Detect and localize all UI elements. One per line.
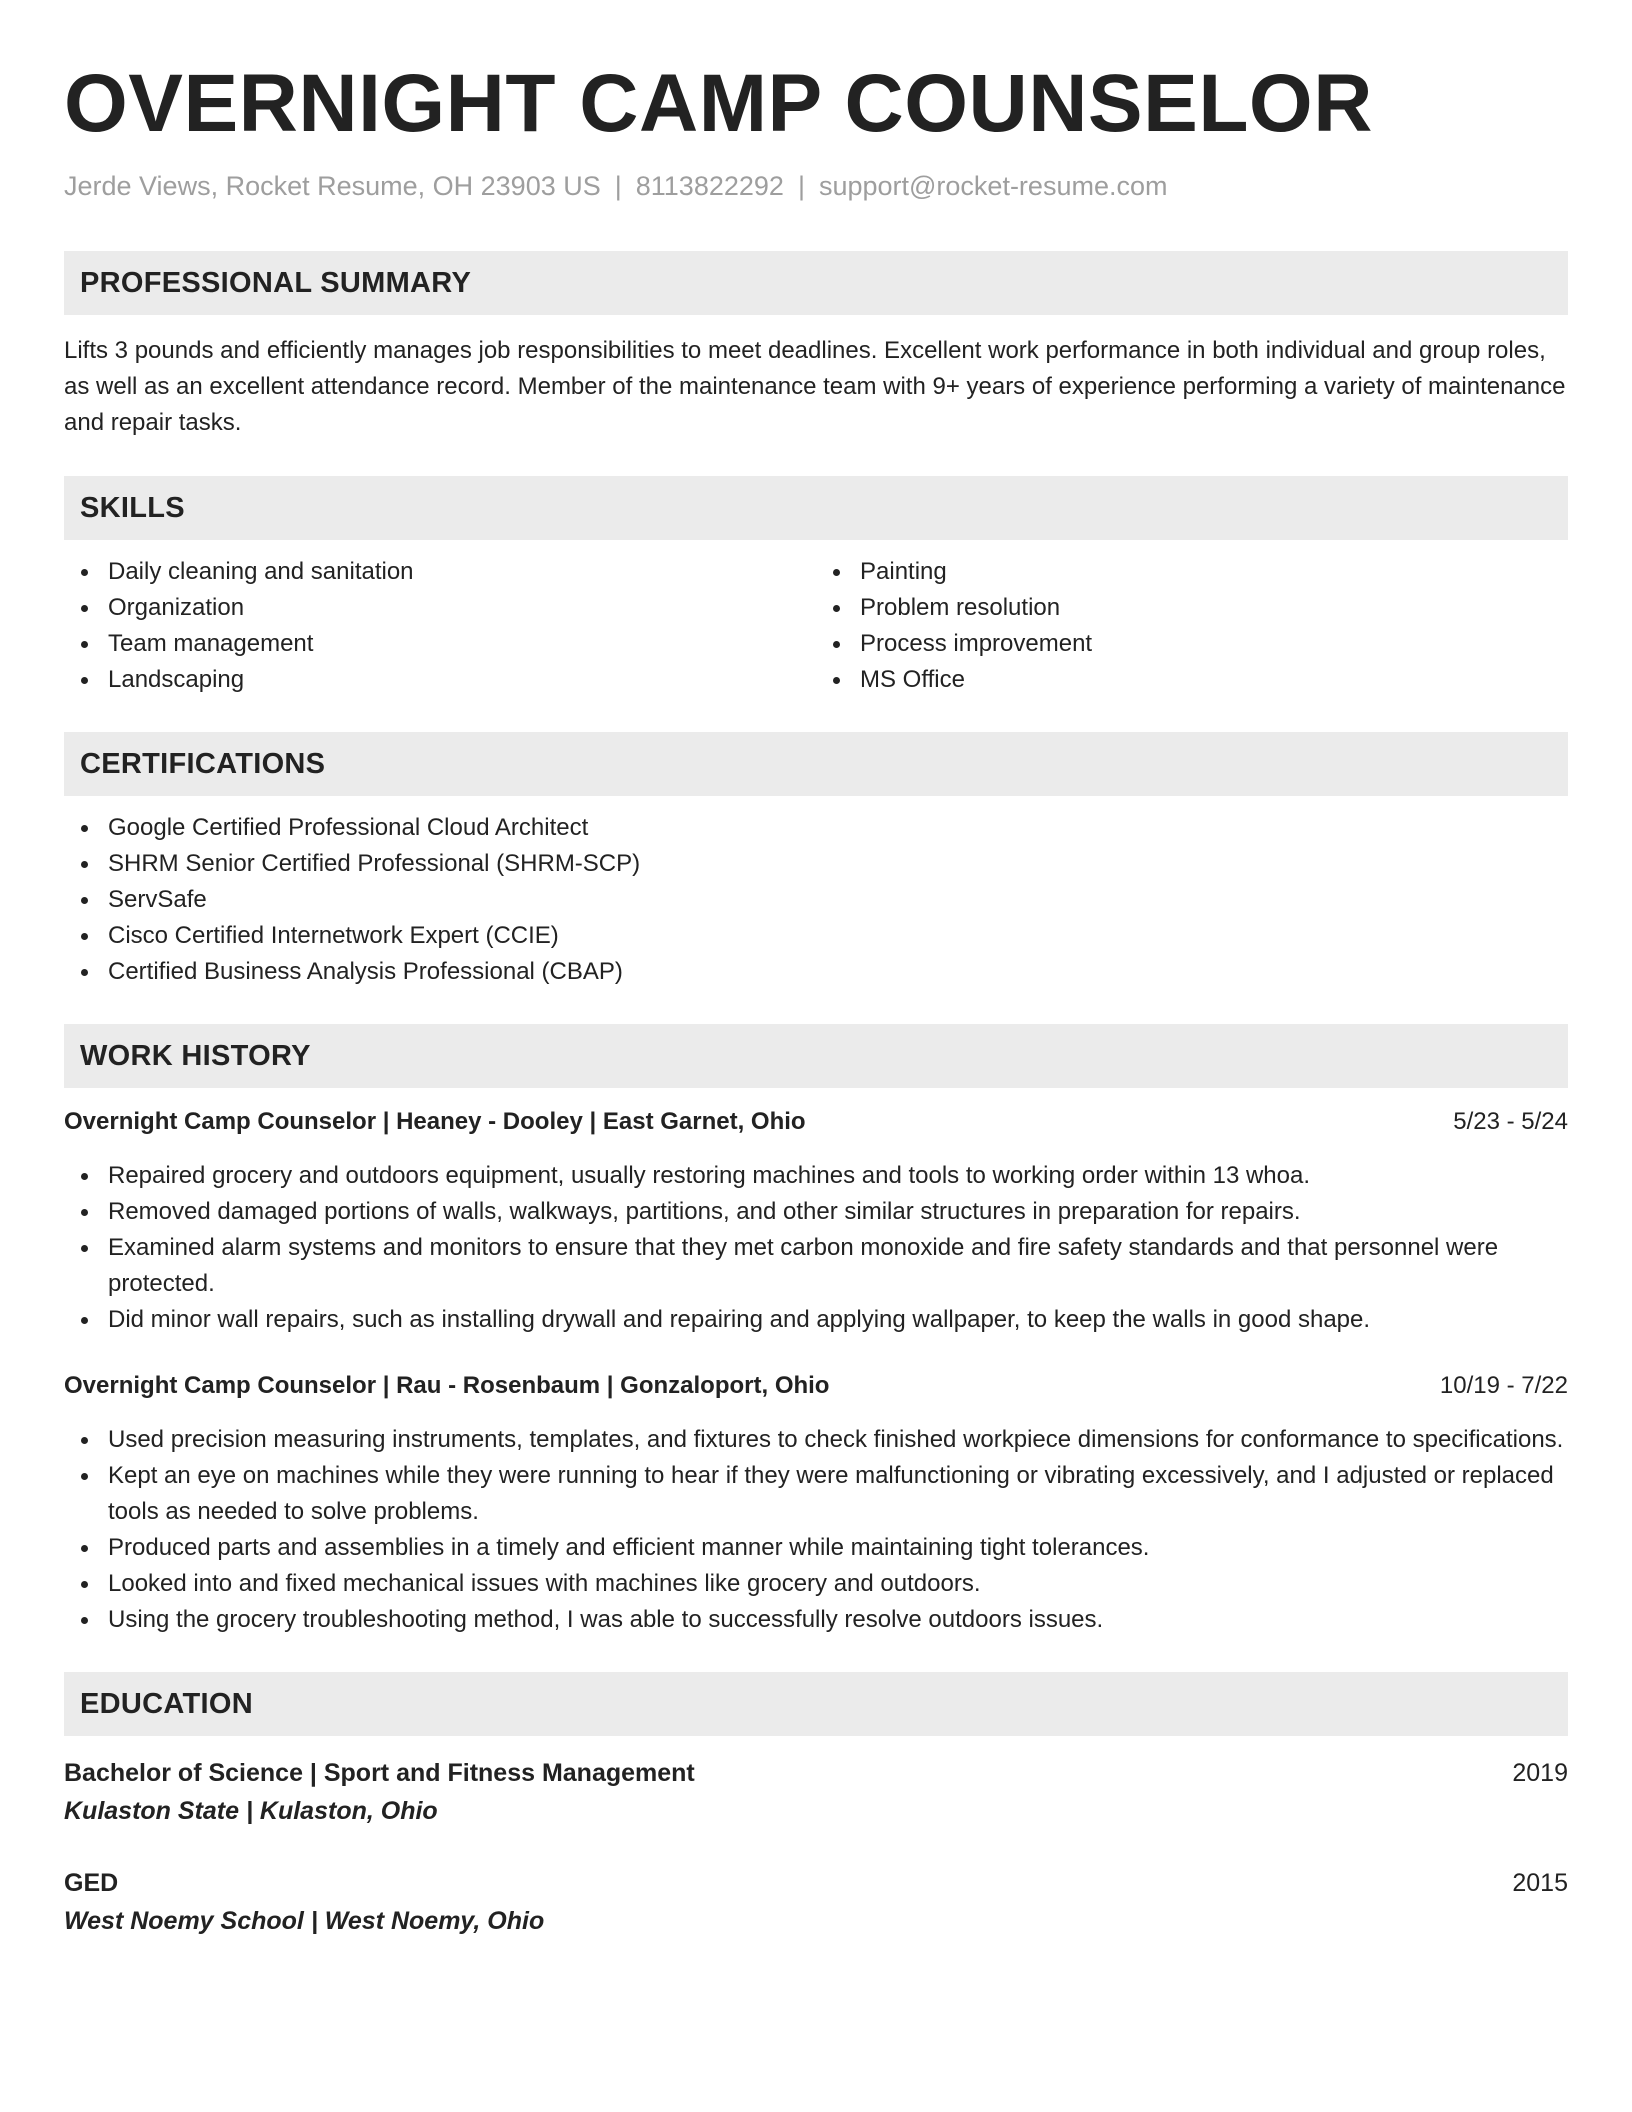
contact-address: Jerde Views, Rocket Resume, OH 23903 US [64,171,601,201]
job-bullet: Examined alarm systems and monitors to ensure that they met carbon monoxide and fire safety standards and that personnel were protected. [64,1230,1568,1302]
contact-email: support@rocket-resume.com [818,171,1168,201]
job-bullet: Repaired grocery and outdoors equipment, usually restoring machines and tools to working order within 13 whoa. [64,1158,1568,1194]
job-bullet: Did minor wall repairs, such as installing drywall and repairing and applying wallpaper, to keep the walls in good shape. [64,1302,1568,1338]
education-year: 2015 [1512,1869,1568,1897]
contact-line [64,168,1568,204]
job-bullet: Removed damaged portions of walls, walkways, partitions, and other similar structures in preparation for repairs. [64,1194,1568,1230]
contact-phone: 8113822292 [635,171,784,201]
job-title: Overnight Camp Counselor | Heaney - Dooley | East Garnet, Ohio [64,1108,806,1135]
job-dates: 5/23 - 5/24 [1453,1108,1568,1135]
page-title: OVERNIGHT CAMP COUNSELOR [64,58,1373,149]
skill-item: Organization [64,590,816,626]
skill-item: Landscaping [64,662,816,698]
job-bullet: Kept an eye on machines while they were running to hear if they were malfunctioning or vibrating excessively, and I adjusted or replaced tools as needed to solve problems. [64,1458,1568,1530]
skill-item: Problem resolution [816,590,1568,626]
skill-item: Team management [64,626,816,662]
skills-list [64,554,1568,698]
job-entry [64,1368,1568,1638]
certification-item: Certified Business Analysis Professional (CBAP) [64,954,1568,990]
education-entry [64,1864,1568,1940]
education-header [64,1754,1568,1792]
certification-item: Cisco Certified Internetwork Expert (CCIE) [64,918,1568,954]
section-heading-certifications: CERTIFICATIONS [64,732,1568,796]
contact-separator: | [614,171,622,201]
job-bullet: Used precision measuring instruments, templates, and fixtures to check finished workpiece dimensions for conformance to specifications. [64,1422,1568,1458]
section-heading-work-history: WORK HISTORY [64,1024,1568,1088]
skill-item: Painting [816,554,1568,590]
job-bullet: Using the grocery troubleshooting method, I was able to successfully resolve outdoors issues. [64,1602,1568,1638]
education-school: West Noemy School | West Noemy, Ohio [64,1907,545,1935]
certification-item: SHRM Senior Certified Professional (SHRM-SCP) [64,846,1568,882]
certification-item: ServSafe [64,882,1568,918]
job-dates: 10/19 - 7/22 [1439,1372,1568,1399]
summary-text: Lifts 3 pounds and efficiently manages job responsibilities to meet deadlines. Excellent work performance in both individual and group roles, as well as an excellent attendance record. Member of the maintenance team with 9+ years of experience performing a variety of maintenance and repair tasks. [64,337,1566,436]
education-year: 2019 [1512,1759,1568,1787]
job-bullets [64,1422,1568,1638]
job-bullet: Produced parts and assemblies in a timely and efficient manner while maintaining tight tolerances. [64,1530,1568,1566]
job-header [64,1104,1568,1140]
skill-item: MS Office [816,662,1568,698]
job-bullets [64,1158,1568,1338]
job-bullet: Looked into and fixed mechanical issues with machines like grocery and outdoors. [64,1566,1568,1602]
education-header [64,1864,1568,1902]
education-degree: Bachelor of Science | Sport and Fitness Management [64,1759,695,1787]
section-heading-skills: SKILLS [64,476,1568,540]
skill-item: Process improvement [816,626,1568,662]
education-entry [64,1754,1568,1830]
skills-column-right [816,554,1568,698]
skills-column-left [64,554,816,698]
section-heading-summary: PROFESSIONAL SUMMARY [64,251,1568,315]
education-school: Kulaston State | Kulaston, Ohio [64,1797,438,1825]
job-entry [64,1104,1568,1338]
contact-separator: | [797,171,805,201]
education-degree: GED [64,1869,119,1897]
certifications-list [64,810,1568,990]
certification-item: Google Certified Professional Cloud Architect [64,810,1568,846]
job-header [64,1368,1568,1404]
section-heading-education: EDUCATION [64,1672,1568,1736]
skill-item: Daily cleaning and sanitation [64,554,816,590]
job-title: Overnight Camp Counselor | Rau - Rosenbaum | Gonzaloport, Ohio [64,1372,830,1399]
